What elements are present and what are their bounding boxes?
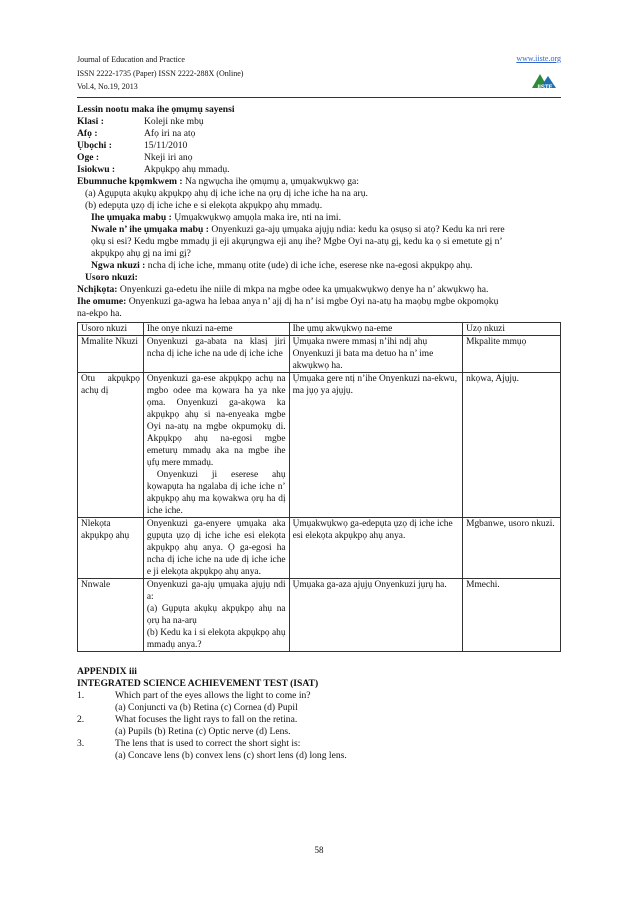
table-row	[78, 336, 561, 373]
table-header-cell: Ihe ụmụ akwụkwọ na-eme	[289, 323, 463, 336]
summary-text: Onyenkuzi ga-edetu ihe niile di mkpa na mgbe odee ka ụmụakwụkwọ denye ha n’ akwụkwọ ha.	[119, 284, 489, 295]
field-value: Akpụkpọ ahụ mmadụ.	[144, 164, 230, 175]
issn-line: ISSN 2222-1735 (Paper) ISSN 2222-288X (Online)	[77, 69, 244, 78]
step-cell: Nnwale	[78, 579, 144, 652]
lesson-title: Lessin nootu maka ihe ọmụmụ sayensi	[77, 104, 235, 115]
field-class	[77, 116, 561, 128]
objectives	[77, 176, 561, 188]
field-label: Klasi :	[77, 116, 104, 127]
question-options: (a) Concave lens (b) convex lens (c) short lens (d) long lens.	[115, 750, 347, 761]
question-options: (a) Conjuncti va (b) Retina (c) Cornea (d) Pupil	[115, 702, 298, 713]
lesson-steps-table	[77, 322, 561, 652]
teacher-cell	[143, 579, 289, 652]
field-value: Koleji nke mbụ	[144, 116, 204, 127]
page-number: 58	[314, 845, 324, 855]
question-number: 2.	[77, 714, 85, 725]
steps-label: Usoro nkuzi:	[85, 272, 138, 283]
teacher-text-cont: Onyenkuzi ji eserese ahụ kọwapụta ha ngalaba dị iche iche n’ akpụkpọ ahụ ma kọwakwa ọrụ ha dị iche iche.	[146, 470, 286, 516]
table-row	[78, 518, 561, 579]
intro-text-cont: ọkụ si esi? Kedu mgbe mmadụ ji eji akụrụngwa eji anụ ihe? Mgbe Oyi na-atụ gị, kedu ka ọ si emetute gị n’	[91, 236, 503, 247]
header-divider	[77, 97, 561, 98]
step-cell: Otu akpụkpọ achụ dị	[78, 373, 144, 518]
teacher-line: Onyenkuzi ga-ajụ ụmụaka ajụjụ ndi a:	[146, 580, 286, 602]
step-cell: Nlekọta akpụkpọ ahụ	[78, 518, 144, 579]
page-body	[77, 104, 561, 762]
method-cell: Mmechi.	[463, 579, 561, 652]
method-cell: Mgbanwe, usoro nkuzi.	[463, 518, 561, 579]
field-age	[77, 128, 561, 140]
field-value: Nkeji iri anọ	[144, 152, 193, 163]
intro-text-cont: akpụkpọ ahụ gị na imi gị?	[91, 248, 191, 259]
prior-text: Ụmụakwụkwọ amụọla maka ire, nti na imi.	[174, 212, 341, 223]
test-title: INTEGRATED SCIENCE ACHIEVEMENT TEST (ISAT)	[77, 678, 319, 689]
field-label: Isiokwu :	[77, 164, 116, 175]
teacher-cell: Onyenkuzi ga-enyere ụmụaka aka gụpụta ụzọ dị iche iche esi elekọta akpụkpọ ahụ anya. Ọ ga-egosi ha ncha dị iche iche na ude dị iche iche e ji elekọta akpụkpọ ahụ anya.	[143, 518, 289, 579]
field-label: Afọ :	[77, 128, 98, 139]
question-text: The lens that is used to correct the short sight is:	[115, 738, 301, 749]
students-cell: Ụmụaka ga-aza ajụjụ Onyenkuzi jụrụ ha.	[289, 579, 463, 652]
journal-url-link[interactable]: www.iiste.org	[516, 54, 561, 63]
question-2	[77, 714, 561, 726]
question-text: What focuses the light rays to fall on the retina.	[115, 714, 298, 725]
teacher-text: Onyenkuzi ga-ese akpụkpọ achụ na mgbo odee ma kọwara ha ya nke ọma. Onyenkuzi ga-akọwa ka akpụkpọ ahụ si na-enyeaka mgbe Oyi na-atụ na mgbe okpumọkụ di. Akpụkpọ ahụ na-egosi mgbe emeturụ mmadụ aka na mgbe ihe ụfụ mere mmadụ.	[146, 374, 286, 468]
field-label: Ụbọchi :	[77, 140, 112, 151]
question-options: (a) Pupils (b) Retina (c) Optic nerve (d) Lens.	[115, 726, 291, 737]
homework-label: Ihe omume:	[77, 296, 127, 307]
table-header-cell: Uzọ nkuzi	[463, 323, 561, 336]
prior-knowledge	[77, 212, 561, 224]
intro-label: Nwale n’ ihe ụmụaka mabụ :	[91, 224, 209, 235]
question-number: 1.	[77, 690, 85, 701]
table-row	[78, 579, 561, 652]
objectives-label: Ebumnuche kpọmkwem :	[77, 176, 183, 187]
objective-a: (a) Agụpụta akụkụ akpụkpọ ahụ dị iche iche na ọrụ dị iche iche ha na arụ.	[85, 188, 368, 199]
tools-label: Ngwa nkuzi :	[91, 260, 146, 271]
summary	[77, 284, 561, 296]
question-1	[77, 690, 561, 702]
objective-b: (b) edepụta ụzọ dị iche iche e si elekọta akpụkpọ ahụ mmadụ.	[85, 200, 323, 211]
journal-name: Journal of Education and Practice	[77, 55, 185, 64]
objectives-text: Na ngwụcha ihe ọmụmụ a, ụmụakwụkwọ ga:	[184, 176, 359, 187]
field-date	[77, 140, 561, 152]
field-time	[77, 152, 561, 164]
table-row	[78, 373, 561, 518]
students-cell: Ụmụaka gere ntị n’ihe Onyenkuzi na-ekwu, ma jụọ ya ajụjụ.	[289, 373, 463, 518]
table-header-cell: Usoro nkuzi	[78, 323, 144, 336]
iiste-logo	[530, 68, 560, 90]
field-value: 15/11/2010	[144, 140, 188, 151]
homework-text-cont: na-ekpo ha.	[77, 308, 122, 319]
teacher-cell	[143, 373, 289, 518]
teaching-aids	[77, 260, 561, 272]
table-header-cell: Ihe onye nkuzi na-eme	[143, 323, 289, 336]
field-topic	[77, 164, 561, 176]
question-3	[77, 738, 561, 750]
intro-test	[77, 224, 561, 236]
table-header-row	[78, 323, 561, 336]
students-cell: Ụmụakwụkwọ ga-edepụta ụzọ dị iche iche esi elekọta akpụkpọ ahụ anya.	[289, 518, 463, 579]
teacher-line: (b) Kedu ka i si elekọta akpụkpọ ahụ mmadụ anya.?	[146, 628, 286, 650]
prior-label: Ihe ụmụaka mabụ :	[91, 212, 172, 223]
step-cell: Mmalite Nkuzi	[78, 336, 144, 373]
question-text: Which part of the eyes allows the light to come in?	[115, 690, 311, 701]
homework-text: Onyenkuzi ga-agwa ha lebaa anya n’ ajị dị ha n’ isi mgbe Oyi na-atụ ha maọbụ mgbe okpomọkụ	[128, 296, 499, 307]
teacher-line: (a) Gụpụta akụkụ akpụkpọ ahụ na ọrụ ha na-arụ	[146, 604, 286, 626]
method-cell: nkọwa, Ajụjụ.	[463, 373, 561, 518]
appendix-label: APPENDIX iii	[77, 666, 137, 677]
question-number: 3.	[77, 738, 85, 749]
tools-text: ncha dị iche iche, mmanụ otite (ude) di iche iche, eserese nke na-egosi akpụkpọ ahụ.	[147, 260, 473, 271]
homework	[77, 296, 561, 308]
students-cell: Ụmụaka nwere mmasị n’ihi ndị ahụ Onyenkuzi ji bata ma detuo ha n’ ime akwụkwọ ha.	[289, 336, 463, 373]
summary-label: Nchịkọta:	[77, 284, 118, 295]
logo-text: IISTE	[537, 85, 553, 90]
appendix-section	[77, 666, 561, 762]
method-cell: Mkpalite mmụọ	[463, 336, 561, 373]
field-label: Oge :	[77, 152, 100, 163]
teacher-cell: Onyenkuzi ga-abata na klasị jiri ncha dị iche iche na ude dị iche iche	[143, 336, 289, 373]
volume-line: Vol.4, No.19, 2013	[77, 82, 138, 91]
intro-text: Onyenkuzi ga-ajụ ụmụaka ajụjụ ndia: kedu ka ọsụsọ si atọ? Kedu ka nri rere	[211, 224, 505, 235]
field-value: Afọ iri na atọ	[144, 128, 196, 139]
